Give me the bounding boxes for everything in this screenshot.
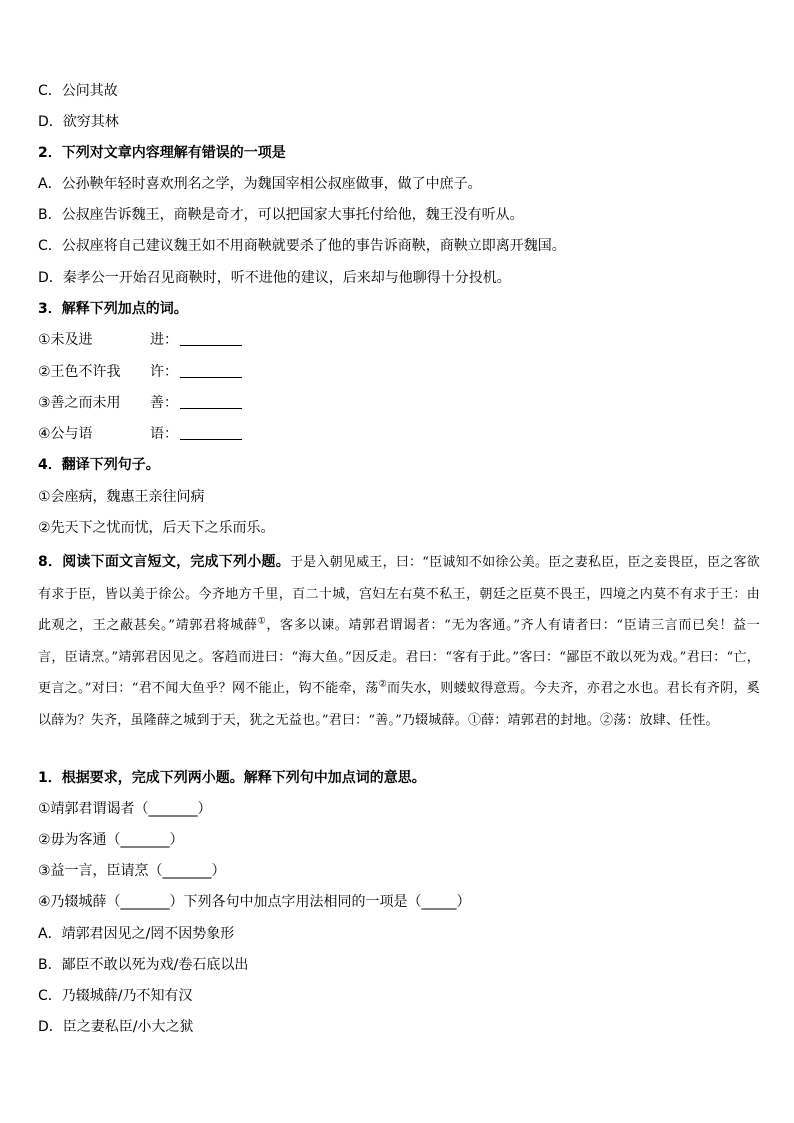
- footnote-marker-2: ②: [378, 679, 387, 690]
- passage-text-3: 而失水，则蝼蚁得意焉。今夫齐，亦君之水也。君长有齐阴，奚以薛为？失齐，虽隆薛之城到于天，犹之无益也。”君曰：“善。”乃辍城薛。①薛：靖郭君的封地。②荡：放肆、任性。: [38, 681, 760, 728]
- q3-item-2-word: 许：: [150, 364, 178, 380]
- q4-sentence-2: ②先天下之忧而忧，后天下之乐而乐。: [38, 520, 275, 536]
- q1-item-3: ③益一言，臣请烹（_______）: [38, 863, 226, 879]
- answer-blank[interactable]: [180, 363, 242, 378]
- q2-option-b: B．公叔座告诉魏王，商鞅是奇才，可以把国家大事托付给他，魏王没有听从。: [38, 207, 524, 223]
- passage-text-2: ，客多以谏。靖郭君谓谒者：“无为客通。”齐人有请者曰：“臣请三言而已矣！益一言，臣请烹。”靖郭君因见之。客趋而进曰：“海大鱼。”因反走。君曰：“客有于此。”客曰：“鄙臣不敢以死为戏。”君曰：“亡，更言之。”对曰：“君不闻大鱼乎？网不能止，钩不能牵，荡: [38, 618, 760, 696]
- q3-item-2-phrase: ②王色不许我: [38, 364, 121, 380]
- q1-option-c: C．乃辍城薛/乃不知有汉: [38, 988, 193, 1004]
- q1-option-b: B．鄙臣不敢以死为戏/卷石底以出: [38, 957, 249, 973]
- q1-option-d: D．臣之妻私臣/小大之狱: [38, 1019, 194, 1035]
- option-c-line: C．公问其故: [38, 83, 118, 99]
- q3-item-4-word: 语：: [150, 426, 178, 442]
- q1-option-a: A．靖郭君因见之/罔不因势象形: [38, 926, 235, 942]
- q3-item-1-phrase: ①未及进: [38, 332, 93, 348]
- q3-item-1: [38, 330, 258, 350]
- answer-blank[interactable]: [180, 331, 242, 346]
- question-4-title: 4．翻译下列句子。: [38, 457, 160, 473]
- footnote-marker-1: ①: [257, 616, 267, 627]
- q3-item-2: [38, 362, 258, 382]
- q3-item-3-word: 善：: [150, 395, 178, 411]
- q1-item-1: ①靖郭君谓谒者（_______）: [38, 801, 212, 817]
- q2-option-c: C．公叔座将自己建议魏王如不用商鞅就要杀了他的事告诉商鞅，商鞅立即离开魏国。: [38, 238, 566, 254]
- q2-option-d: D．秦孝公一开始召见商鞅时，听不进他的建议，后来却与他聊得十分投机。: [38, 270, 511, 286]
- answer-blank[interactable]: [180, 394, 242, 409]
- q2-option-a: A．公孙鞅年轻时喜欢刑名之学，为魏国宰相公叔座做事，做了中庶子。: [38, 176, 482, 192]
- passage-text-1: 于是入朝见威王，曰：“臣诚知不如徐公美。臣之妻私臣，臣之妾畏臣，臣之客欲有求于臣，皆以美于徐公。今齐地方千里，百二十城，宫妇左右莫不私王，朝廷之臣莫不畏王，四境之内莫不有求于王：由此观之，王之蔽甚矣。”靖郭君将城薛: [38, 555, 760, 633]
- q3-item-4-phrase: ④公与语: [38, 426, 93, 442]
- passage-lead: 8．阅读下面文言短文，完成下列小题。: [38, 554, 290, 570]
- q3-item-4: [38, 424, 258, 444]
- question-3-title: 3．解释下列加点的词。: [38, 301, 188, 317]
- q1-item-4: ④乃辍城薛（_______）下列各句中加点字用法相同的一项是（_____）: [38, 894, 471, 910]
- q1-item-2: ②毋为客通（_______）: [38, 832, 184, 848]
- reading-passage: [38, 547, 760, 736]
- q3-item-3-phrase: ③善之而未用: [38, 395, 121, 411]
- q4-sentence-1: ①会座病，魏惠王亲往问病: [38, 489, 205, 505]
- answer-blank[interactable]: [180, 425, 242, 440]
- option-d-line: D．欲穷其林: [38, 114, 119, 130]
- q3-item-3: [38, 393, 258, 413]
- question-2-title: 2．下列对文章内容理解有错误的一项是: [38, 145, 286, 161]
- q3-item-1-word: 进：: [150, 332, 178, 348]
- question-1-title: 1．根据要求，完成下列两小题。解释下列句中加点词的意思。: [38, 770, 426, 786]
